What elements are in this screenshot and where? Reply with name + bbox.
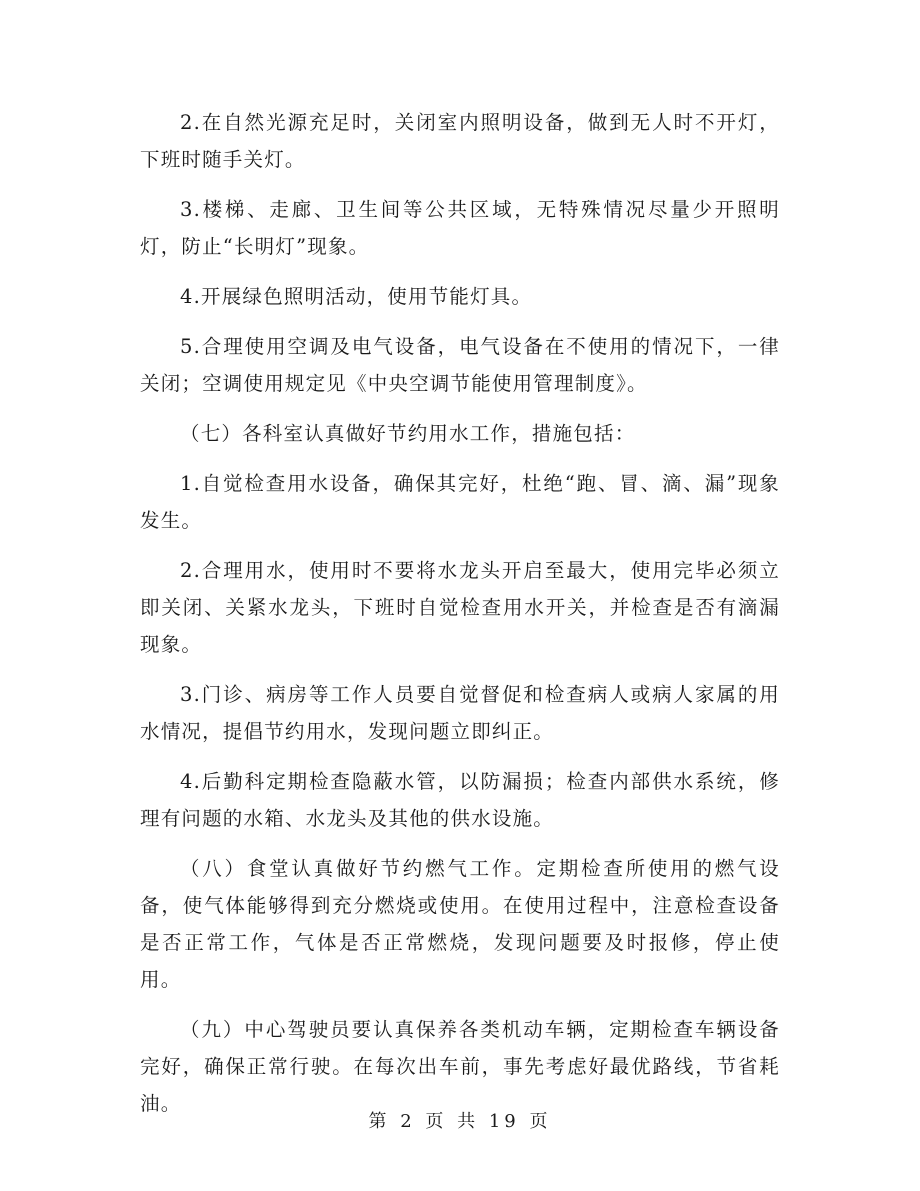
document-body (140, 104, 780, 1135)
paragraph-lighting-3: 3.楼梯、走廊、卫生间等公共区域，无特殊情况尽量少开照明灯，防止“长明灯”现象。 (140, 198, 780, 258)
paragraph-lighting-2: 2.在自然光源充足时，关闭室内照明设备，做到无人时不开灯，下班时随手关灯。 (140, 111, 780, 171)
paragraph-water-4: 4.后勤科定期检查隐蔽水管，以防漏损；检查内部供水系统，修理有问题的水箱、水龙头及其他的供水设施。 (140, 770, 780, 830)
section-heading-water: （七）各科室认真做好节约用水工作，措施包括： (180, 422, 636, 445)
paragraph-water-2: 2.合理用水，使用时不要将水龙头开启至最大，使用完毕必须立即关闭、关紧水龙头，下班时自觉检查用水开关，并检查是否有滴漏现象。 (140, 559, 780, 656)
section-gas: （八）食堂认真做好节约燃气工作。定期检查所使用的燃气设备，使气体能够得到充分燃烧或使用。在使用过程中，注意检查设备是否正常工作，气体是否正常燃烧，发现问题要及时报修，停止使用。 (140, 857, 780, 991)
paragraph-lighting-4: 4.开展绿色照明活动，使用节能灯具。 (180, 285, 533, 308)
section-vehicles: （九）中心驾驶员要认真保养各类机动车辆，定期检查车辆设备完好，确保正常行驶。在每次出车前，事先考虑好最优路线，节省耗油。 (140, 1018, 780, 1115)
page-number-footer: 第 2 页 共 19 页 (368, 1111, 552, 1132)
paragraph-water-1: 1.自觉检查用水设备，确保其完好，杜绝“跑、冒、滴、漏”现象发生。 (140, 472, 780, 532)
paragraph-water-3: 3.门诊、病房等工作人员要自觉督促和检查病人或病人家属的用水情况，提倡节约用水，发现问题立即纠正。 (140, 683, 780, 743)
paragraph-lighting-5: 5.合理使用空调及电气设备，电气设备在不使用的情况下，一律关闭；空调使用规定见《中央空调节能使用管理制度》。 (140, 335, 780, 395)
